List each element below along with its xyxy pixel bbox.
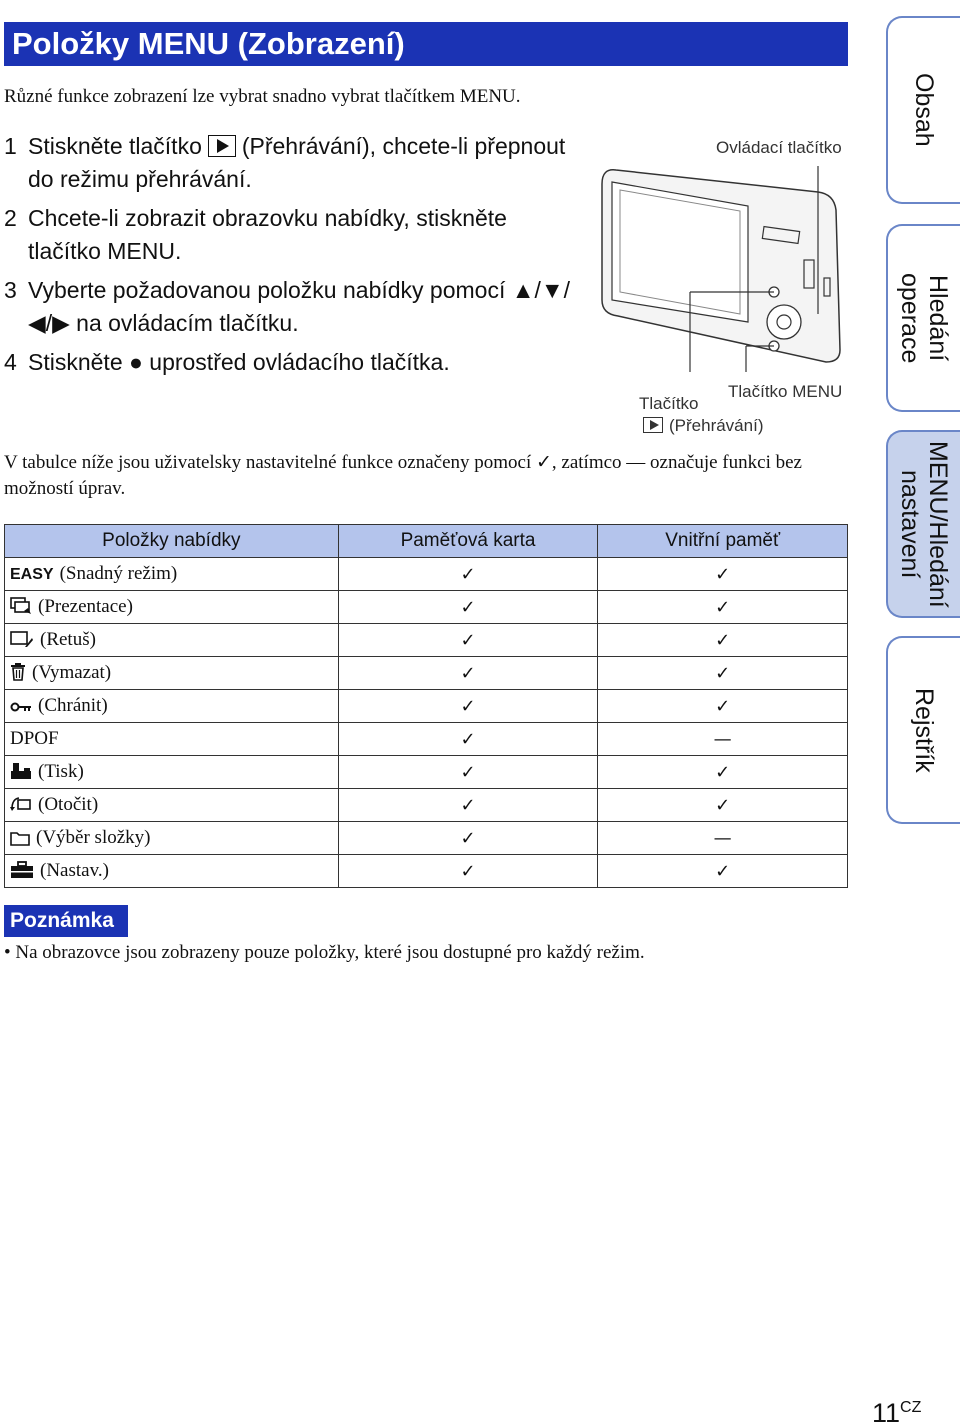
- internal-cell: ✓: [598, 558, 848, 591]
- table-row: [5, 756, 848, 789]
- easy-icon: EASY: [10, 566, 54, 583]
- internal-cell: ✓: [598, 624, 848, 657]
- step-text-post: (Přehrávání), chcete-li přepnout do režimu přehrávání.: [28, 133, 566, 192]
- card-cell: ✓: [338, 657, 598, 690]
- page-title: Položky MENU (Zobrazení): [12, 26, 405, 61]
- play-button-label: Tlačítko: [639, 394, 699, 413]
- table-row: [5, 624, 848, 657]
- internal-cell: ✓: [598, 789, 848, 822]
- card-cell: ✓: [338, 855, 598, 888]
- step-4: [4, 346, 584, 379]
- card-cell: ✓: [338, 822, 598, 855]
- row-label: (Tisk): [38, 761, 84, 782]
- menu-button-label: Tlačítko MENU: [728, 382, 843, 401]
- table-row: [5, 657, 848, 690]
- play-button-sublabel: (Přehrávání): [669, 416, 764, 435]
- internal-cell: ✓: [598, 591, 848, 624]
- row-label: (Prezentace): [38, 596, 133, 617]
- play-icon: [208, 135, 236, 157]
- row-label: (Výběr složky): [36, 827, 151, 848]
- card-cell: ✓: [338, 558, 598, 591]
- row-label: (Retuš): [40, 629, 96, 650]
- step-number: 2: [4, 205, 17, 231]
- intro-text: Různé funkce zobrazení lze vybrat snadno vybrat tlačítkem MENU.: [4, 86, 521, 107]
- page-suffix: CZ: [900, 1399, 922, 1416]
- table-intro-text: V tabulce níže jsou uživatelsky nastavitelné funkce označeny pomocí ✓, zatímco — označuje funkci bez možností úprav.: [4, 452, 802, 499]
- step-number: 3: [4, 277, 17, 303]
- table-row: [5, 591, 848, 624]
- column-header: Položky nabídky: [5, 525, 339, 558]
- retouch-icon: [10, 630, 34, 648]
- tab-index[interactable]: [886, 636, 960, 824]
- table-row: [5, 822, 848, 855]
- row-label: (Otočit): [38, 794, 99, 815]
- table-row: [5, 690, 848, 723]
- key-icon: [10, 700, 32, 714]
- row-label: (Nastav.): [40, 860, 109, 881]
- card-cell: ✓: [338, 789, 598, 822]
- card-cell: ✓: [338, 756, 598, 789]
- title-bar: [4, 22, 848, 66]
- tab-label: MENU/Hledání nastavení: [896, 440, 952, 608]
- row-label: (Snadný režim): [59, 563, 178, 584]
- column-header: Vnitřní paměť: [598, 525, 848, 558]
- camera-illustration: [598, 138, 848, 438]
- table-row: [5, 558, 848, 591]
- print-icon: [10, 762, 32, 780]
- tab-label: Rejstřík: [910, 687, 938, 773]
- table-header-row: [5, 525, 848, 558]
- trash-icon: [10, 663, 26, 681]
- page-number: $11^{CZ}$: [872, 1398, 922, 1427]
- tab-menu-settings-search[interactable]: [886, 430, 960, 618]
- note-text: • Na obrazovce jsou zobrazeny pouze položky, které jsou dostupné pro každý režim.: [4, 942, 645, 963]
- step-text: Vyberte požadovanou položku nabídky pomocí ▲/▼/◀/▶ na ovládacím tlačítku.: [28, 277, 571, 336]
- menu-items-table: [4, 524, 848, 888]
- card-cell: ✓: [338, 723, 598, 756]
- camera-icon: [598, 166, 848, 406]
- internal-cell: ✓: [598, 657, 848, 690]
- internal-cell: ✓: [598, 690, 848, 723]
- table-row: [5, 855, 848, 888]
- step-1: [4, 130, 584, 196]
- row-label: (Chránit): [38, 695, 108, 716]
- steps-list: [4, 130, 584, 385]
- step-3: [4, 274, 584, 340]
- row-label: (Vymazat): [32, 662, 112, 683]
- control-button-label: Ovládací tlačítko: [716, 138, 842, 157]
- internal-cell: —: [598, 723, 848, 756]
- step-2: [4, 202, 584, 268]
- slideshow-icon: [10, 597, 32, 615]
- step-text: Stiskněte ● uprostřed ovládacího tlačítka.: [28, 349, 450, 375]
- tab-contents[interactable]: [886, 16, 960, 204]
- table-row: [5, 789, 848, 822]
- step-text: Chcete-li zobrazit obrazovku nabídky, stiskněte tlačítko MENU.: [28, 205, 507, 264]
- rotate-icon: [10, 795, 32, 813]
- folder-icon: [10, 830, 30, 846]
- toolbox-icon: [10, 861, 34, 879]
- tab-operation-search[interactable]: [886, 224, 960, 412]
- internal-cell: ✓: [598, 855, 848, 888]
- table-row: [5, 723, 848, 756]
- card-cell: ✓: [338, 690, 598, 723]
- step-text-pre: Stiskněte tlačítko: [28, 133, 202, 159]
- internal-cell: —: [598, 822, 848, 855]
- step-number: 1: [4, 133, 17, 159]
- tab-label: Obsah: [910, 73, 938, 147]
- play-icon: [643, 417, 663, 433]
- card-cell: ✓: [338, 591, 598, 624]
- row-label: DPOF: [5, 723, 339, 756]
- column-header: Paměťová karta: [338, 525, 598, 558]
- card-cell: ✓: [338, 624, 598, 657]
- tab-label: Hledání operace: [896, 272, 952, 364]
- step-number: 4: [4, 349, 17, 375]
- note-heading: Poznámka: [4, 905, 128, 937]
- internal-cell: ✓: [598, 756, 848, 789]
